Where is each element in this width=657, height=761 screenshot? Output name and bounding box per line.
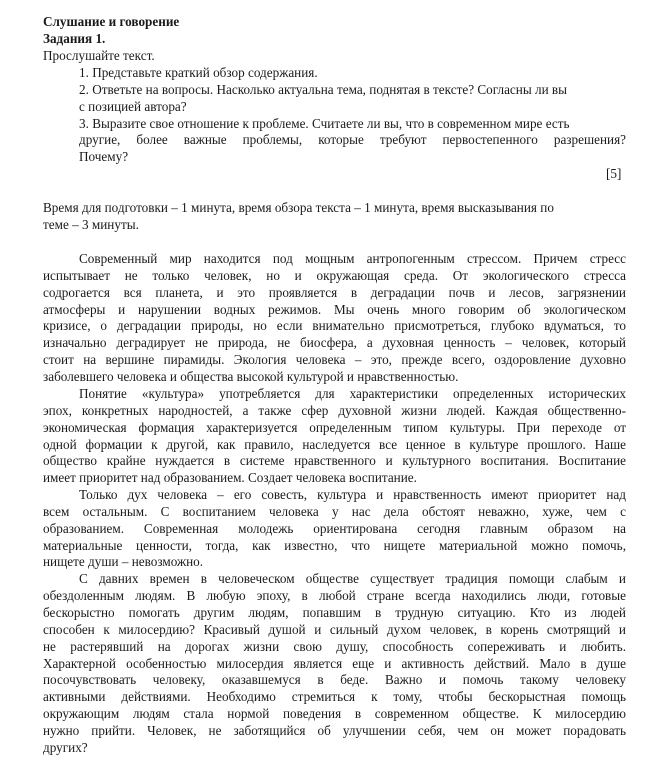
text-line: Современный мир находится под мощным антропогенным стрессом. Причем стресс: [79, 251, 626, 266]
text-line: кризисе, о деградации природы, но если внимательно присмотреться, глубоко вдуматься, то: [43, 318, 626, 333]
text-line: бескорыстно помогать другим людям, попавшим в трудную ситуацию. Кто из людей: [43, 605, 626, 620]
text-line: С давних времен в человеческом обществе существует традиция помощи слабым и: [79, 571, 626, 586]
text-line: стоит на вершине пирамиды. Экология человека – это, прежде всего, оздоровление духовно: [43, 352, 626, 367]
text-line: испытывает не только человек, но и окружающая среда. От экологического стресса: [43, 268, 626, 283]
text-line: одной формации к другой, как правило, наследуется все ценное в культуре прошлого. Наше: [43, 437, 626, 452]
text-line: атмосферы и нарушении водных режимов. Мы очень много говорим об экологическом: [43, 302, 626, 317]
text-line: образованием. Современная молодежь ориентирована сегодня главным образом на: [43, 521, 626, 536]
task-1: 1. Представьте краткий обзор содержания.: [79, 65, 318, 80]
text-line: окружающим людям стала нормой поведения в современном обществе. К милосердию: [43, 706, 626, 721]
text-line: посочувствовать человеку, оказавшемуся в беде. Важно и помочь такому человеку: [43, 672, 626, 687]
text-line: заболевшего человека и общества высокой культурой и нравственностью.: [43, 369, 459, 384]
text-line: изначально деградирует не природа, не биосфера, а духовная ценность – человек, который: [43, 335, 626, 350]
text-line: материальные ценности, тогда, как известно, что нищете материальной можно помочь,: [43, 538, 626, 553]
text-line: эпох, конкретных народностей, а также сфер духовной жизни людей. Каждая общественно-: [43, 403, 626, 418]
task-title: Задания 1.: [43, 31, 106, 46]
task-2-line: с позицией автора?: [79, 99, 187, 114]
text-line: активными действиями. Необходимо стремиться к тому, чтобы бескорыстная помощь: [43, 689, 626, 704]
text-line: содрогается вся планета, и это проявляется в деградации почв и лесов, загрязнении: [43, 285, 626, 300]
text-line: всем остальным. С воспитанием человека у нас дела обстоят неважно, хуже, чем с: [43, 504, 626, 519]
text-line: других?: [43, 740, 88, 755]
text-line: общество крайне нуждается в системе нравственного и культурного воспитания. Воспитание: [43, 453, 626, 468]
text-line: не растерявший на дорогах жизни свою душу, способность сопереживать и любить.: [43, 639, 626, 654]
text-line: обездоленным людям. В любую эпоху, в любой стране всегда находились люди, готовые: [43, 588, 626, 603]
text-line: Только дух человека – его совесть, культура и нравственность имеют приоритет над: [79, 487, 626, 502]
text-line: Понятие «культура» употребляется для характеристики определенных исторических: [79, 386, 626, 401]
text-line: нищете души – невозможно.: [43, 554, 204, 569]
text-line: экономическая формация характеризуется определенным типом культуры. При переходе от: [43, 420, 626, 435]
timing-line: теме – 3 минуты.: [43, 217, 139, 232]
text-line: имеет приоритет над образованием. Создает человека воспитание.: [43, 470, 417, 485]
score-mark: [5]: [606, 166, 622, 181]
task-3-line: другие, более важные проблемы, которые требуют первостепенного разрешения?: [79, 132, 626, 147]
instruction: Прослушайте текст.: [43, 48, 155, 63]
section-title: Слушание и говорение: [43, 14, 180, 29]
text-line: способен к милосердию? Красивый душой и сильный духом человек, в корень смотрящий и: [43, 622, 626, 637]
text-line: Характерной особенностью милосердия является еще и активность действий. Мало в душе: [43, 656, 626, 671]
task-3-line: 3. Выразите свое отношение к проблеме. Считаете ли вы, что в современном мире есть: [79, 116, 570, 131]
task-2-line: 2. Ответьте на вопросы. Насколько актуальна тема, поднятая в тексте? Согласны ли вы: [79, 82, 568, 97]
task-3-line: Почему?: [79, 149, 129, 164]
timing-line: Время для подготовки – 1 минута, время обзора текста – 1 минута, время высказывания по: [43, 200, 554, 215]
text-line: нужно прийти. Человек, не заботящийся об улучшении себя, чем он может порадовать: [43, 723, 626, 738]
